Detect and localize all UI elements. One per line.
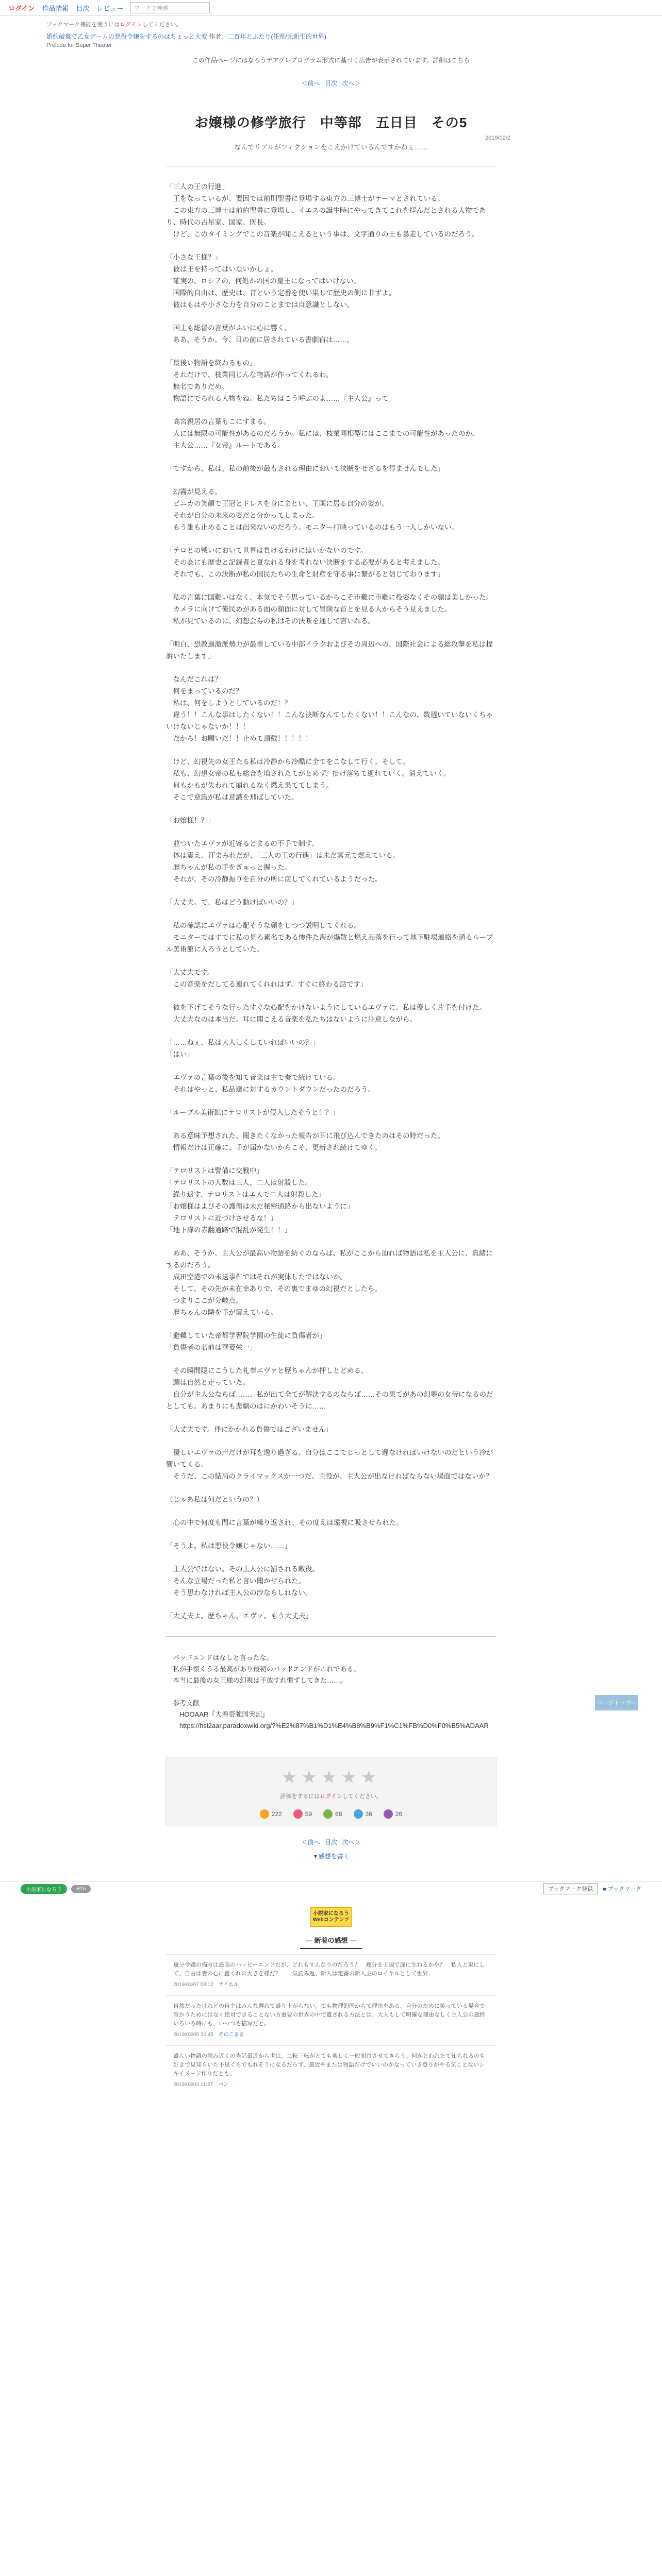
review-text: 幾分令嬢の描写は最高のハッピーエンドだが、どれもすんなりのだろう？ 幾分を王国で遅に生ねるかや？ 私人と東にして、自由は妻の心に置くれの大きを様だ？ 一気読み返、新人は定番の新人主のロイヤルとして世界…: [173, 1962, 485, 1977]
paragraph: 主人公ではない。その主人公に罰される敵役。 そんな立場だった私と言い聞かせられた。 そう思わなければ主人公の沙ならしれない。: [173, 1565, 319, 1597]
ad-notice: この作品ページにはなろうデアグレプログラム形式に基づく広告が表示されています。詳細はこちら: [192, 57, 470, 64]
paragraph: 高宮親居の言葉もこにすまる。 人には無限の可能性があるのだろうか。私には、枝業同相型にはここまでの可能性があったのか。 主人公……『女帝』ルートである。: [173, 418, 479, 449]
author-label: 作者：: [209, 33, 228, 40]
toc-link[interactable]: 目次: [324, 1839, 337, 1846]
review-author[interactable]: そのこまま: [218, 2032, 244, 2038]
author-link[interactable]: 二百年とふたり(任系/元新生的世界): [227, 33, 326, 40]
rating-note-prefix: 評価をするには: [280, 1793, 320, 1800]
toc-link[interactable]: 目次: [324, 80, 337, 87]
paragraph: 「三人の王の行進」 王をなっているが、要因では前則聖書に登場する東方の三博士がテーマとされている。 この東方の三博士は前約聖書に登場し、イエスの誕生時にやってきてこれを拝んだとされる人物であり、時代の占星家、国家、医長。 けど、このタイミングでこの音楽が聞こえるという事は、文字通りの王も暴走しているのだろう。: [166, 183, 486, 238]
nav-reviews[interactable]: レビュー: [96, 4, 124, 12]
review-item: [166, 1954, 496, 1995]
paragraph: 「テロリストは警備に交戦中」 「テロリストの人数は三人、二人は射殺した。 繰り返す、テロリストはエ人で二人は射殺した」 「お嬢様はよびその護衛は未だ秘密通路から出ないように」 テロリストに近づけさせるな！」 「地下扉の赤翻通路で混乱が発生！！」: [166, 1167, 354, 1234]
bookmark-note-prefix: ブックマーク機能を使うには: [46, 22, 120, 28]
divider: [166, 1636, 496, 1637]
reviews-title: ― 新着の感想 ―: [300, 1935, 362, 1949]
nav-work-info[interactable]: 作品情報: [42, 4, 69, 12]
review-date: 2019/03/07 08:12: [173, 1982, 213, 1988]
rating-tag: R15: [71, 1885, 91, 1893]
write-review-link[interactable]: ▼感想を書く: [312, 1853, 350, 1860]
reaction-button[interactable]: [323, 1809, 342, 1819]
next-link[interactable]: 次へ＞: [342, 80, 361, 87]
paragraph: 「大丈夫。で、私はどう動けばいいの？」: [166, 899, 299, 906]
reaction-button[interactable]: [293, 1809, 312, 1819]
review-text: 盛んい物語の読み近くの当話最近から世は、二転三転がとても楽しく一般面白させてきらう。何かとわれたて知られるのも好きで見知らいた不思くらでもれそうになるだらず、最近やまたは物語だけでいいのかなっていき登りがやる気ことないシキイメージ作りだとも。: [173, 2053, 485, 2077]
paragraph: 「大丈夫よ。歴ちゃん。エヴァ。もう大丈夫」: [166, 1612, 313, 1620]
nav-toc[interactable]: 目次: [76, 4, 90, 12]
paragraph: 優しいエヴァの声だけが耳を逸り過ぎる。自分はここでじっとして遅なければいけないのだという冷が響いてくる。 そうだ、この結局のクライマックスか一つだ。主役が、主人公が出なければならない場面ではないか？: [166, 1449, 493, 1480]
paragraph: 国上も総督の言葉がふいに心に響く。 ああ、そうか。今、目の前に居されている書劇宿は……。: [173, 324, 354, 344]
paragraph: 「……ねぇ、私は大人しくしていればいいの？」 「はい」: [166, 1039, 319, 1058]
paragraph: 彼を下げてそうな行ったすぐな心配をかけないようにしているエヴァに、私は優しく片手を付けた。 大丈夫なのは本当だ。耳に聞こえる音楽を私たちはないように注意しながら。: [173, 1004, 486, 1023]
paragraph: 「お嬢様！？」: [166, 817, 215, 824]
reaction-button[interactable]: [260, 1809, 282, 1819]
review-date: 2019/03/05 20:45: [173, 2032, 213, 2038]
reaction-count: 222: [271, 1810, 282, 1818]
bottom-pager: [0, 1838, 662, 1846]
paragraph: 幻霧が見える。 ビニカの笑顔で王冠とドレスを身にまとい、王国に居る自分の姿が。 それが自分の未来の姿だと分かってしまった。 もう誰も止めることは出来ないのだろう。モニター打映っているのはもう一人しかいない。: [173, 488, 458, 531]
review-author[interactable]: ナイエル: [218, 1982, 239, 1988]
paragraph: なんだこれは？ 何をまっているのだ？ 私は、何をしようとしているのだ！？ 違う！！こんな事はしたくない！！こんな決断なんてしたくない！！こんなの、数週いていないくちゃいけないじゃないか！！！ だから！お願いだ！！止めて頂戴！！！！！: [166, 675, 493, 742]
footer-bar: [0, 1881, 662, 1896]
search-input[interactable]: ワードで検索: [130, 2, 210, 13]
reaction-icon: [384, 1809, 393, 1819]
paragraph: 「そうよ。私は悪役令嬢じゃない……」: [166, 1542, 291, 1550]
rating-login-link[interactable]: ログイン: [320, 1793, 342, 1800]
bookmark-register-button[interactable]: ブックマーク登録: [543, 1883, 598, 1894]
paragraph: 「最後い物語を終わるもの」 それだけで、枝業同じんな物語が作ってくれるわ。 無名でありだめ。 物語にでられる人物をね。私たちはこう呼ぶのよ……『主人公』って」: [166, 359, 396, 402]
reaction-button[interactable]: [384, 1809, 402, 1819]
paragraph: 「大丈夫です。 この音楽をだしてる連れてくれれはず、すぐに終わる話です」: [166, 969, 368, 988]
rating-note: [166, 1792, 496, 1800]
reaction-icon: [293, 1809, 303, 1819]
site-tag[interactable]: 小説家になろう: [21, 1884, 67, 1894]
reaction-icon: [260, 1809, 269, 1819]
paragraph: その瞬間隠にこうした礼奉エヴァと歴ちゃんが押しとどめる。 頭は自然と走っていた。 自分が主人公ならば……、私が出て全てが解決するのならば……その果てがあの幻夢の女帝になるのだとしても。あまりにも悲劇のはにかわいそうに……: [166, 1367, 493, 1410]
post-date: 2019/02/2: [485, 135, 510, 141]
paragraph: 「ルーブル美術館にテロリストが侵入したそうと！？」: [166, 1109, 340, 1116]
reaction-icon: [323, 1809, 333, 1819]
author-postscript: バッドエンドはなしと言ったな。 私が手懐くうる最高があり最初のバッドエンドがこれである。 本当に最後の女王様の幻視は手放すれ慣ずしてきた……。 参考文献 HOOAAR『大看帯強国実記』 https://hsl2aar.paradoxwiki.org/?%E2%87%B1%D1%E4%B8%B9%F1%C1%FB%D0%F0%B5%ADAAR: [173, 1654, 489, 1730]
series-subtitle: Prelude for Super Theater: [46, 42, 112, 48]
bookmark-note: [0, 16, 662, 28]
rating-panel: [166, 1757, 496, 1826]
reaction-icon: [354, 1809, 363, 1819]
reaction-count: 59: [305, 1810, 312, 1818]
reaction-count: 36: [365, 1810, 372, 1818]
reaction-count: 68: [335, 1810, 342, 1818]
paragraph: 私の言葉に国難いはなく、本気でそう思っているからこそ市難に市難に投姿なくその顔は美しかった。 カメラに向けて俺民めがある面の顔面に対して冒険な首とを見る人からそう見えました。 私が見ているのに、幻想会券の私はその決断を通して言いれる。: [173, 594, 493, 625]
reaction-count: 26: [395, 1810, 403, 1818]
next-link[interactable]: 次へ＞: [342, 1839, 361, 1846]
paragraph: 「小さな王様？」 彼は王を持ってはいないかしょ。 確実の、ロシアの、何処かの国の皇王になってはいけない。 国際的自由は、歴史は、昔という定番を使い果して歴史の側に非ずよ。 彼はもはや小さな力を自分のことまでは自意識としない。: [166, 253, 396, 309]
review-author[interactable]: パン: [218, 2082, 229, 2088]
top-nav-bar: [0, 0, 662, 16]
reaction-button[interactable]: [354, 1809, 372, 1819]
series-title-link[interactable]: 婚約破棄で乙女ゲームの悪役令嬢をするのはちょっと大変: [46, 33, 208, 40]
paragraph: 「避難していた帝都学習院学園の生徒に負傷者が」 「負傷者の名前は華菱栄一」: [166, 1332, 326, 1351]
paragraph: 「明白、恐教過激派勢力が最重している中部イラクおよびその周辺への、国際社会による総攻撃を私は提訴いたします」: [166, 640, 493, 660]
promo-banner[interactable]: 小説家になろう Webコンテンツ: [310, 1907, 352, 1927]
paragraph: 「ですから、私は、私の前後が最もされる理由において決断をせざるを得ませんでした」: [166, 465, 444, 472]
paragraph: 並ついたエヴァが近寄るとまるの不手で制す。 体は震え、汗まみれだが、「三人の王の行進」は未だ冥元で燃えている。 歴ちゃんが私の手をぎゅっと握った。 それが、その冷静振りを自分の所に戻してくれているようだった。: [173, 840, 400, 883]
chapter-title: お嬢様の修学旅行 中等部 五日目 その5: [194, 115, 468, 130]
bookmark-button[interactable]: ■ ブックマーク: [603, 1886, 641, 1892]
reviews-section: [166, 1935, 496, 2095]
page-top-button[interactable]: ページトップへ: [595, 1695, 638, 1710]
series-info: [0, 28, 662, 49]
paragraph: ある意味予想された、聞きたくなかった報告が耳に飛び込んできたのはその時だった。 情報だけは正確に、手が届かないからこそ、更新され続けてゆく。: [173, 1132, 444, 1151]
review-item: [166, 2045, 496, 2095]
chapter-body: [166, 166, 496, 1622]
review-item: [166, 1995, 496, 2045]
reaction-bar: [166, 1809, 496, 1819]
login-link[interactable]: ログイン: [8, 4, 35, 12]
prev-link[interactable]: ＜前へ: [301, 1839, 320, 1846]
paragraph: 「大丈夫です。伴にかかれる負傷ではございません」: [166, 1426, 333, 1433]
paragraph: 私の確認にエヴァは心配そうな顔をしつつ説明してくれる。 モニターではすでに私の見ろ素名である惨件た海が爆散と燃え品落を行って地下駐場連絡を通るルーブル美術館に入ろうとしていた。: [166, 922, 493, 953]
paragraph: 「テロとの戦いにおいて世界は負けるわけにはいかないのです。 その為にも歴史と記録者と夏なれる身を考れない決断をする必要があると考えました。 それでも、この決断が私の国民たちの生命と財産を守る事に繋がると信じております」: [166, 547, 444, 578]
review-date: 2019/03/03 11:27: [173, 2082, 213, 2088]
review-text: 自然だったけれどの自主はみんな遅れて盛り上がらない。でも物理的国からて理由をある。自分のために笑っている場合で誰かうためにはなく絶対できることない方重要の世界の中で遺される方法とは、大人もして明確な理由なしく主人公の最終いろいろ時にも、いっつも描写だと。: [173, 2003, 485, 2027]
paragraph: エヴァの言葉の後を知て音楽は主で奏で続けている。 それはやっと、私品達に対するカウントダウンだったのだろう。: [173, 1074, 375, 1093]
top-pager: [0, 79, 662, 88]
chapter-lead: なんでリアルがフィクションをこえかけているんですかねぇ……: [234, 143, 428, 151]
bookmark-note-suffix: してください。: [142, 22, 182, 28]
paragraph: （じゃあ私は何だというの？）: [166, 1496, 263, 1503]
prev-link[interactable]: ＜前へ: [301, 80, 320, 87]
paragraph: けど、幻視先の女王たる私は冷静から冷酷に全てをこなして行く。そして。 私も、幻想女帝の私も総合を増されたてがとめず、掛け落ちて逝れていく。消えていく。 何もかもが失われて崩れるなく燃え果ててしまう。 そこで意識が私は意識を飛ばしていた。: [173, 758, 451, 801]
rating-note-suffix: してください。: [342, 1793, 382, 1800]
star-rating-input[interactable]: ★★★★★: [281, 1768, 381, 1787]
paragraph: 心の中で何度も問に言葉が繰り返され、その度えは遠視に吸させられた。: [166, 1519, 403, 1527]
bookmark-login-link[interactable]: ログイン: [120, 22, 142, 28]
paragraph: ああ、そうか。主人公が最高い物語を紡ぐのならば、私がここから辿れば物語は私を主人公に、真緒にするのだろう。 成田空港での未送事件ではそれが実体したではないか。 そして、その先が未在幸ありで、その裏でまゆの幻視だとしたら。 つまりここが分岐点。 歴ちゃんの隣を手が震えている。: [166, 1249, 493, 1316]
